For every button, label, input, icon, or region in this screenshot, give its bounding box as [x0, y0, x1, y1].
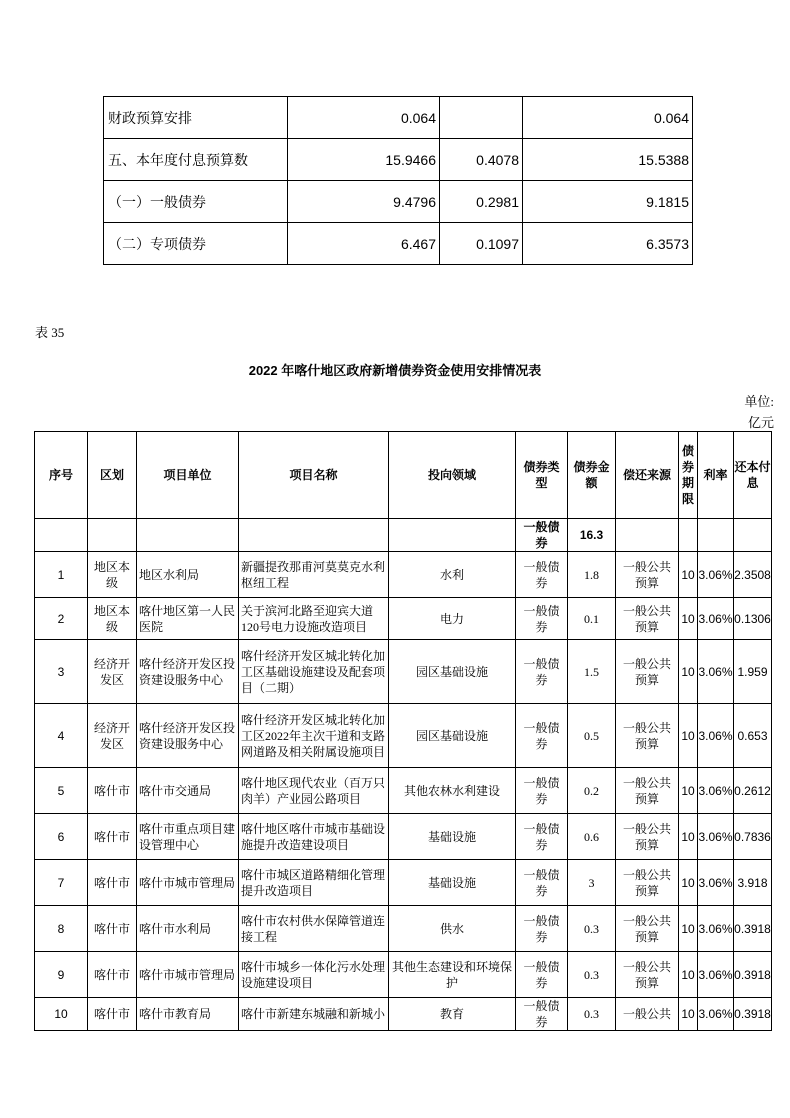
- cell-rate: 3.06%: [698, 552, 734, 598]
- cell-district: 地区本级: [88, 598, 137, 640]
- cell-rate: 3.06%: [698, 704, 734, 768]
- table-row: [35, 552, 772, 598]
- cell-field: 其他生态建设和环境保护: [389, 952, 516, 998]
- budget-total: 9.4796: [288, 181, 440, 223]
- cell-project: 喀什市城乡一体化污水处理设施建设项目: [239, 952, 389, 998]
- table-row: [35, 768, 772, 814]
- cell-bond-type: 一般债券: [516, 860, 568, 906]
- cell-unit: 喀什市城市管理局: [137, 860, 239, 906]
- cell-rate: 3.06%: [698, 998, 734, 1031]
- cell-bond-type: 一般债券: [516, 998, 568, 1031]
- summary-empty: [679, 519, 698, 552]
- cell-amount: 1.5: [568, 640, 616, 704]
- header-district: 区划: [88, 432, 137, 519]
- header-project: 项目名称: [239, 432, 389, 519]
- cell-field: 园区基础设施: [389, 640, 516, 704]
- budget-item-name: （二）专项债券: [104, 223, 288, 265]
- cell-term: 10: [679, 704, 698, 768]
- cell-project: 喀什市城区道路精细化管理提升改造项目: [239, 860, 389, 906]
- cell-district: 喀什市: [88, 768, 137, 814]
- summary-empty: [389, 519, 516, 552]
- cell-amount: 0.5: [568, 704, 616, 768]
- cell-source: 一般公共预算: [616, 906, 679, 952]
- budget-total: 6.467: [288, 223, 440, 265]
- cell-project: 关于滨河北路至迎宾大道120号电力设施改造项目: [239, 598, 389, 640]
- cell-repay: 3.918: [734, 860, 772, 906]
- cell-bond-type: 一般债券: [516, 552, 568, 598]
- cell-source: 一般公共预算: [616, 860, 679, 906]
- cell-project: 喀什地区喀什市城市基础设施提升改造建设项目: [239, 814, 389, 860]
- budget-row: [104, 223, 693, 265]
- cell-unit: 喀什经济开发区投资建设服务中心: [137, 704, 239, 768]
- cell-repay: 2.3508: [734, 552, 772, 598]
- budget-col3: 6.3573: [523, 223, 693, 265]
- cell-project: 喀什地区现代农业（百万只肉羊）产业园公路项目: [239, 768, 389, 814]
- cell-amount: 0.1: [568, 598, 616, 640]
- table-row: [35, 860, 772, 906]
- cell-district: 喀什市: [88, 998, 137, 1031]
- cell-field: 园区基础设施: [389, 704, 516, 768]
- cell-field: 供水: [389, 906, 516, 952]
- header-rate: 利率: [698, 432, 734, 519]
- cell-amount: 0.3: [568, 952, 616, 998]
- header-repay: 还本付息: [734, 432, 772, 519]
- cell-seq: 7: [35, 860, 88, 906]
- cell-term: 10: [679, 952, 698, 998]
- cell-unit: 喀什市重点项目建设管理中心: [137, 814, 239, 860]
- budget-col3: 9.1815: [523, 181, 693, 223]
- table-row: [35, 704, 772, 768]
- cell-district: 喀什市: [88, 814, 137, 860]
- cell-term: 10: [679, 768, 698, 814]
- cell-district: 喀什市: [88, 906, 137, 952]
- cell-bond-type: 一般债券: [516, 598, 568, 640]
- cell-unit: 喀什经济开发区投资建设服务中心: [137, 640, 239, 704]
- header-amount: 债券金额: [568, 432, 616, 519]
- summary-empty: [616, 519, 679, 552]
- summary-empty: [734, 519, 772, 552]
- cell-rate: 3.06%: [698, 598, 734, 640]
- cell-field: 水利: [389, 552, 516, 598]
- table-row: [35, 998, 772, 1031]
- table-title: 2022 年喀什地区政府新增债券资金使用安排情况表: [248, 363, 542, 378]
- budget-col2: 0.1097: [440, 223, 523, 265]
- cell-amount: 1.8: [568, 552, 616, 598]
- cell-unit: 喀什市教育局: [137, 998, 239, 1031]
- budget-row: [104, 181, 693, 223]
- cell-rate: 3.06%: [698, 814, 734, 860]
- cell-seq: 5: [35, 768, 88, 814]
- cell-field: 其他农林水利建设: [389, 768, 516, 814]
- header-unit: 项目单位: [137, 432, 239, 519]
- budget-total: 0.064: [288, 97, 440, 139]
- table-row: [35, 952, 772, 998]
- cell-term: 10: [679, 860, 698, 906]
- cell-source: 一般公共预算: [616, 768, 679, 814]
- cell-source: 一般公共预算: [616, 952, 679, 998]
- budget-summary-table: [103, 96, 693, 265]
- table-row: [35, 906, 772, 952]
- budget-col3: 0.064: [523, 97, 693, 139]
- cell-repay: 0.2612: [734, 768, 772, 814]
- cell-rate: 3.06%: [698, 768, 734, 814]
- budget-row: [104, 139, 693, 181]
- summary-empty: [35, 519, 88, 552]
- cell-district: 地区本级: [88, 552, 137, 598]
- cell-unit: 地区水利局: [137, 552, 239, 598]
- table-row: [35, 640, 772, 704]
- cell-term: 10: [679, 598, 698, 640]
- cell-amount: 3: [568, 860, 616, 906]
- header-row: [35, 432, 772, 519]
- cell-bond-type: 一般债券: [516, 814, 568, 860]
- cell-field: 电力: [389, 598, 516, 640]
- header-source: 偿还来源: [616, 432, 679, 519]
- cell-amount: 0.6: [568, 814, 616, 860]
- cell-seq: 10: [35, 998, 88, 1031]
- budget-row: [104, 97, 693, 139]
- cell-unit: 喀什市水利局: [137, 906, 239, 952]
- cell-seq: 2: [35, 598, 88, 640]
- cell-seq: 6: [35, 814, 88, 860]
- summary-bond-type: 一般债券: [516, 519, 568, 552]
- cell-source: 一般公共预算: [616, 704, 679, 768]
- cell-source: 一般公共预算: [616, 598, 679, 640]
- cell-unit: 喀什地区第一人民医院: [137, 598, 239, 640]
- cell-project: 新疆提孜那甫河莫莫克水利枢纽工程: [239, 552, 389, 598]
- unit-label: 单位:: [744, 394, 774, 409]
- cell-term: 10: [679, 814, 698, 860]
- summary-empty: [137, 519, 239, 552]
- cell-project: 喀什市新建东城融和新城小: [239, 998, 389, 1031]
- table-row: [35, 814, 772, 860]
- cell-source: 一般公共预算: [616, 640, 679, 704]
- budget-total: 15.9466: [288, 139, 440, 181]
- table-row: [35, 598, 772, 640]
- cell-repay: 0.3918: [734, 998, 772, 1031]
- cell-term: 10: [679, 640, 698, 704]
- cell-unit: 喀什市城市管理局: [137, 952, 239, 998]
- cell-seq: 8: [35, 906, 88, 952]
- cell-source: 一般公共预算: [616, 552, 679, 598]
- summary-amount: 16.3: [568, 519, 616, 552]
- cell-district: 喀什市: [88, 952, 137, 998]
- cell-rate: 3.06%: [698, 860, 734, 906]
- summary-empty: [239, 519, 389, 552]
- cell-field: 教育: [389, 998, 516, 1031]
- budget-col2: 0.4078: [440, 139, 523, 181]
- cell-term: 10: [679, 998, 698, 1031]
- cell-bond-type: 一般债券: [516, 704, 568, 768]
- cell-source: 一般公共: [616, 998, 679, 1031]
- budget-summary-body: [104, 97, 693, 265]
- budget-col2: [440, 97, 523, 139]
- cell-district: 经济开发区: [88, 704, 137, 768]
- cell-district: 经济开发区: [88, 640, 137, 704]
- summary-empty: [88, 519, 137, 552]
- unit-value: 亿元: [747, 415, 774, 430]
- cell-seq: 3: [35, 640, 88, 704]
- cell-seq: 4: [35, 704, 88, 768]
- cell-field: 基础设施: [389, 814, 516, 860]
- header-term: 债券期限: [679, 432, 698, 519]
- cell-repay: 0.7836: [734, 814, 772, 860]
- header-seq: 序号: [35, 432, 88, 519]
- cell-amount: 0.3: [568, 906, 616, 952]
- bond-allocation-table: [34, 431, 772, 1031]
- header-bond-type: 债券类型: [516, 432, 568, 519]
- cell-repay: 0.653: [734, 704, 772, 768]
- cell-project: 喀什经济开发区城北转化加工区2022年主次干道和支路网道路及相关附属设施项目: [239, 704, 389, 768]
- cell-source: 一般公共预算: [616, 814, 679, 860]
- summary-empty: [698, 519, 734, 552]
- cell-field: 基础设施: [389, 860, 516, 906]
- cell-repay: 0.3918: [734, 952, 772, 998]
- budget-item-name: （一）一般债券: [104, 181, 288, 223]
- cell-bond-type: 一般债券: [516, 640, 568, 704]
- cell-unit: 喀什市交通局: [137, 768, 239, 814]
- cell-repay: 0.3918: [734, 906, 772, 952]
- table-number-label: 表 35: [35, 325, 65, 340]
- cell-rate: 3.06%: [698, 640, 734, 704]
- header-field: 投向领域: [389, 432, 516, 519]
- cell-bond-type: 一般债券: [516, 952, 568, 998]
- cell-bond-type: 一般债券: [516, 906, 568, 952]
- cell-seq: 1: [35, 552, 88, 598]
- cell-bond-type: 一般债券: [516, 768, 568, 814]
- cell-district: 喀什市: [88, 860, 137, 906]
- summary-row: [35, 519, 772, 552]
- cell-term: 10: [679, 906, 698, 952]
- bond-allocation-body: [35, 552, 772, 1031]
- cell-repay: 1.959: [734, 640, 772, 704]
- cell-amount: 0.3: [568, 998, 616, 1031]
- cell-rate: 3.06%: [698, 952, 734, 998]
- cell-seq: 9: [35, 952, 88, 998]
- budget-col3: 15.5388: [523, 139, 693, 181]
- cell-amount: 0.2: [568, 768, 616, 814]
- cell-rate: 3.06%: [698, 906, 734, 952]
- cell-project: 喀什市农村供水保障管道连接工程: [239, 906, 389, 952]
- budget-col2: 0.2981: [440, 181, 523, 223]
- cell-project: 喀什经济开发区城北转化加工区基础设施建设及配套项目（二期）: [239, 640, 389, 704]
- budget-item-name: 财政预算安排: [104, 97, 288, 139]
- budget-item-name: 五、本年度付息预算数: [104, 139, 288, 181]
- cell-repay: 0.1306: [734, 598, 772, 640]
- cell-term: 10: [679, 552, 698, 598]
